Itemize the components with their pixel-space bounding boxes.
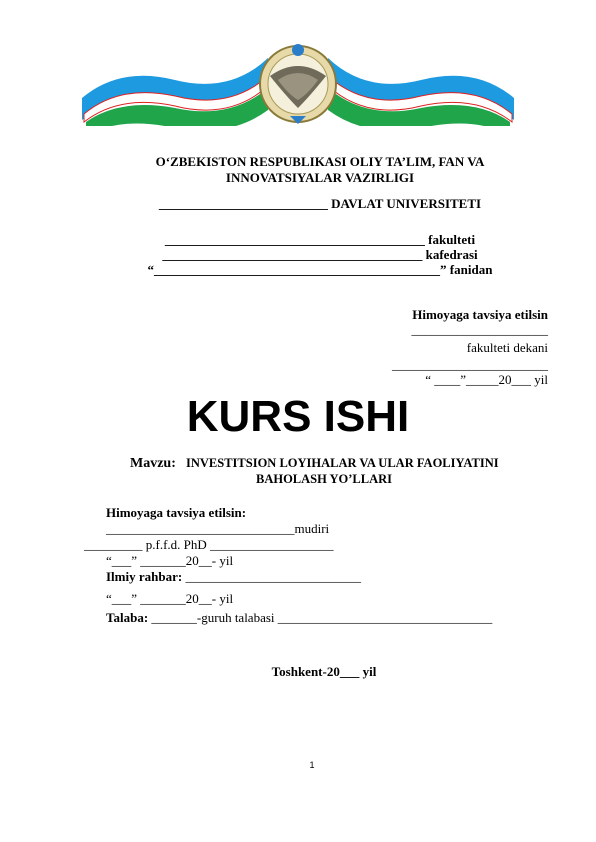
student-row [106,610,492,626]
defense-heading: Himoyaga tavsiya etilsin: [106,505,247,520]
ministry-name [100,154,540,186]
faculty-block [100,232,540,277]
left-flag [82,58,268,126]
approval-line-1: _____________________ [411,322,548,337]
defense-date-1: “___” _______20__- yil [106,553,234,568]
phd-line: _________ p.f.f.d. PhD ___________________ [84,537,334,552]
department-head-line: _____________________________mudiri [106,521,330,536]
subject-line: “____________________________________________” fanidan [147,262,493,277]
state-emblem-with-flags [80,36,516,126]
document-title: KURS ISHI [186,392,410,441]
university-name: __________________________ DAVLAT UNIVERSITETI [158,196,482,211]
student-line: _______-guruh talabasi _________________________________ [151,610,493,625]
topic-line-2: BAHOLASH YO’LLARI [255,472,393,486]
topic-line-1: INVESTITSION LOYIHALAR VA ULAR FAOLIYATINI [186,456,499,470]
faculty-line: ________________________________________ fakulteti [164,232,476,247]
coat-of-arms [260,44,336,124]
department-line: ________________________________________ kafedrasi [162,247,478,262]
supervisor-line: ___________________________ [185,569,361,584]
city-year: Toshkent-20___ yil [271,664,377,679]
approval-date: “ ____”_____20___ yil [425,372,548,387]
ministry-line-2: INNOVATSIYALAR VAZIRLIGI [225,170,415,185]
topic-label: Mavzu: [130,456,176,471]
defense-date-2: “___” _______20__- yil [106,591,234,606]
student-label: Talaba: [106,610,149,625]
supervisor-row [106,569,361,585]
ministry-line-1: O‘ZBEKISTON RESPUBLIKASI OLIY TA’LIM, FAN VA [155,154,485,169]
right-flag [328,58,514,126]
dean-label: fakulteti dekani [466,340,548,355]
approval-line-2: ________________________ [392,357,548,372]
supervisor-label: Ilmiy rahbar: [106,569,183,584]
page-number: 1 [309,760,315,770]
approval-heading: Himoyaga tavsiya etilsin [412,307,548,322]
